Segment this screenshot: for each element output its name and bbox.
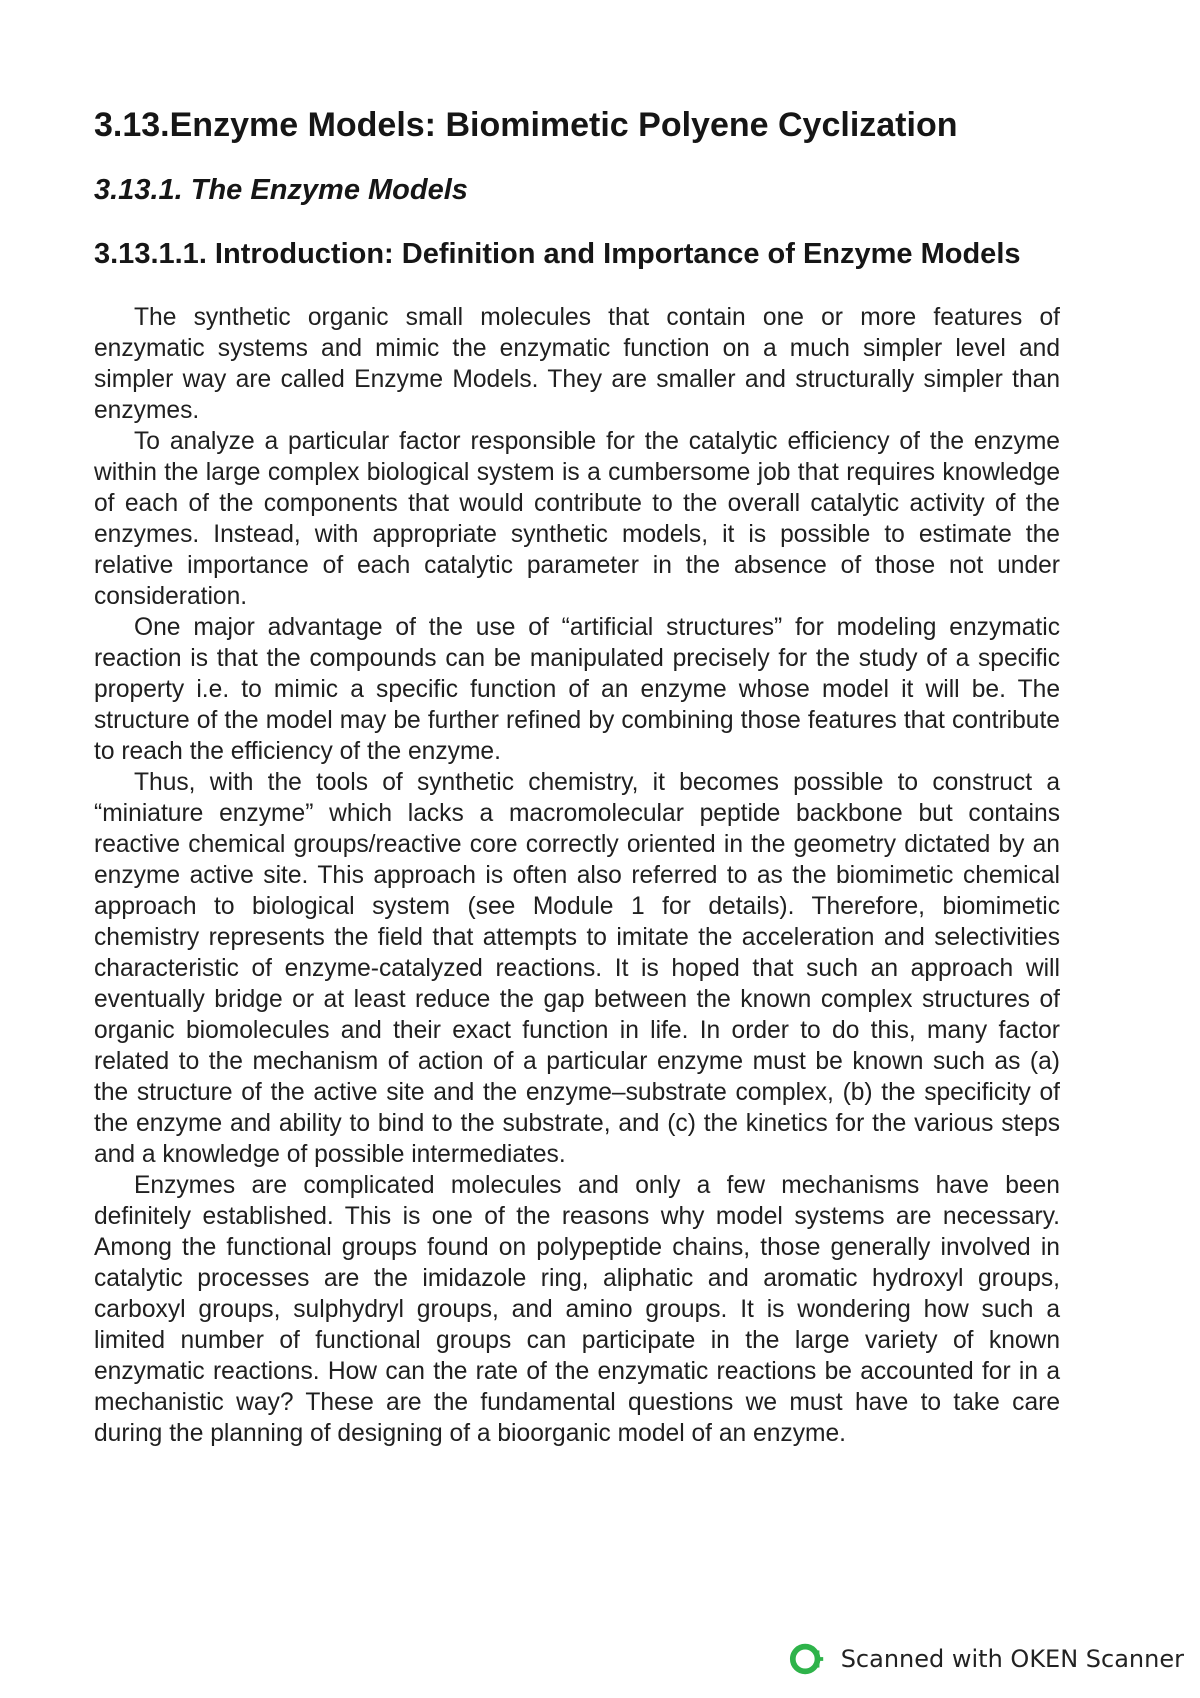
scanner-watermark xyxy=(789,1640,1184,1678)
subsubsection-heading: 3.13.1.1. Introduction: Definition and Importance of Enzyme Models xyxy=(94,238,1021,270)
document-content xyxy=(94,104,1060,1449)
scanner-label: Scanned with OKEN Scanner xyxy=(840,1645,1184,1673)
scanner-logo-icon xyxy=(789,1640,827,1678)
paragraph-functional-groups: Enzymes are complicated molecules and only a few mechanisms have been definitely established. This is one of the reasons why model systems are necessary. Among the functional groups found on polypeptide chains, those generally involved in catalytic processes are the imidazole ring, aliphatic and aromatic hydroxyl groups, carboxyl groups, sulphydryl groups, and amino groups. It is wondering how such a limited number of functional groups can participate in the large variety of known enzymatic reactions. How can the rate of the enzymatic reactions be accounted for in a mechanistic way? These are the fundamental questions we must have to take care during the planning of designing of a bioorganic model of an enzyme. xyxy=(94,1172,1060,1447)
paragraph-definition: The synthetic organic small molecules that contain one or more features of enzymatic systems and mimic the enzymatic function on a much simpler level and simpler way are called Enzyme Models. They are smaller and structurally simpler than enzymes. xyxy=(94,304,1060,424)
paragraph-advantage: One major advantage of the use of “artificial structures” for modeling enzymatic reaction is that the compounds can be manipulated precisely for the study of a specific property i.e. to mimic a specific function of an enzyme whose model it will be. The structure of the model may be further refined by combining those features that contribute to reach the efficiency of the enzyme. xyxy=(94,614,1060,765)
paragraph-miniature-enzyme: Thus, with the tools of synthetic chemistry, it becomes possible to construct a “miniature enzyme” which lacks a macromolecular peptide backbone but contains reactive chemical groups/reactive core correctly oriented in the geometry dictated by an enzyme active site. This approach is often also referred to as the biomimetic chemical approach to biological system (see Module 1 for details). Therefore, biomimetic chemistry represents the field that attempts to imitate the acceleration and selectivities characteristic of enzyme-catalyzed reactions. It is hoped that such an approach will eventually bridge or at least reduce the gap between the known complex structures of organic biomolecules and their exact function in life. In order to do this, many factor related to the mechanism of action of a particular enzyme must be known such as (a) the structure of the active site and the enzyme–substrate complex, (b) the specificity of the enzyme and ability to bind to the substrate, and (c) the kinetics for the various steps and a knowledge of possible intermediates. xyxy=(94,769,1060,1168)
paragraph-analysis: To analyze a particular factor responsible for the catalytic efficiency of the enzyme within the large complex biological system is a cumbersome job that requires knowledge of each of the components that would contribute to the overall catalytic activity of the enzymes. Instead, with appropriate synthetic models, it is possible to estimate the relative importance of each catalytic parameter in the absence of those not under consideration. xyxy=(94,428,1060,610)
subsection-heading: 3.13.1. The Enzyme Models xyxy=(94,174,468,206)
section-heading: 3.13.Enzyme Models: Biomimetic Polyene Cyclization xyxy=(94,106,958,144)
